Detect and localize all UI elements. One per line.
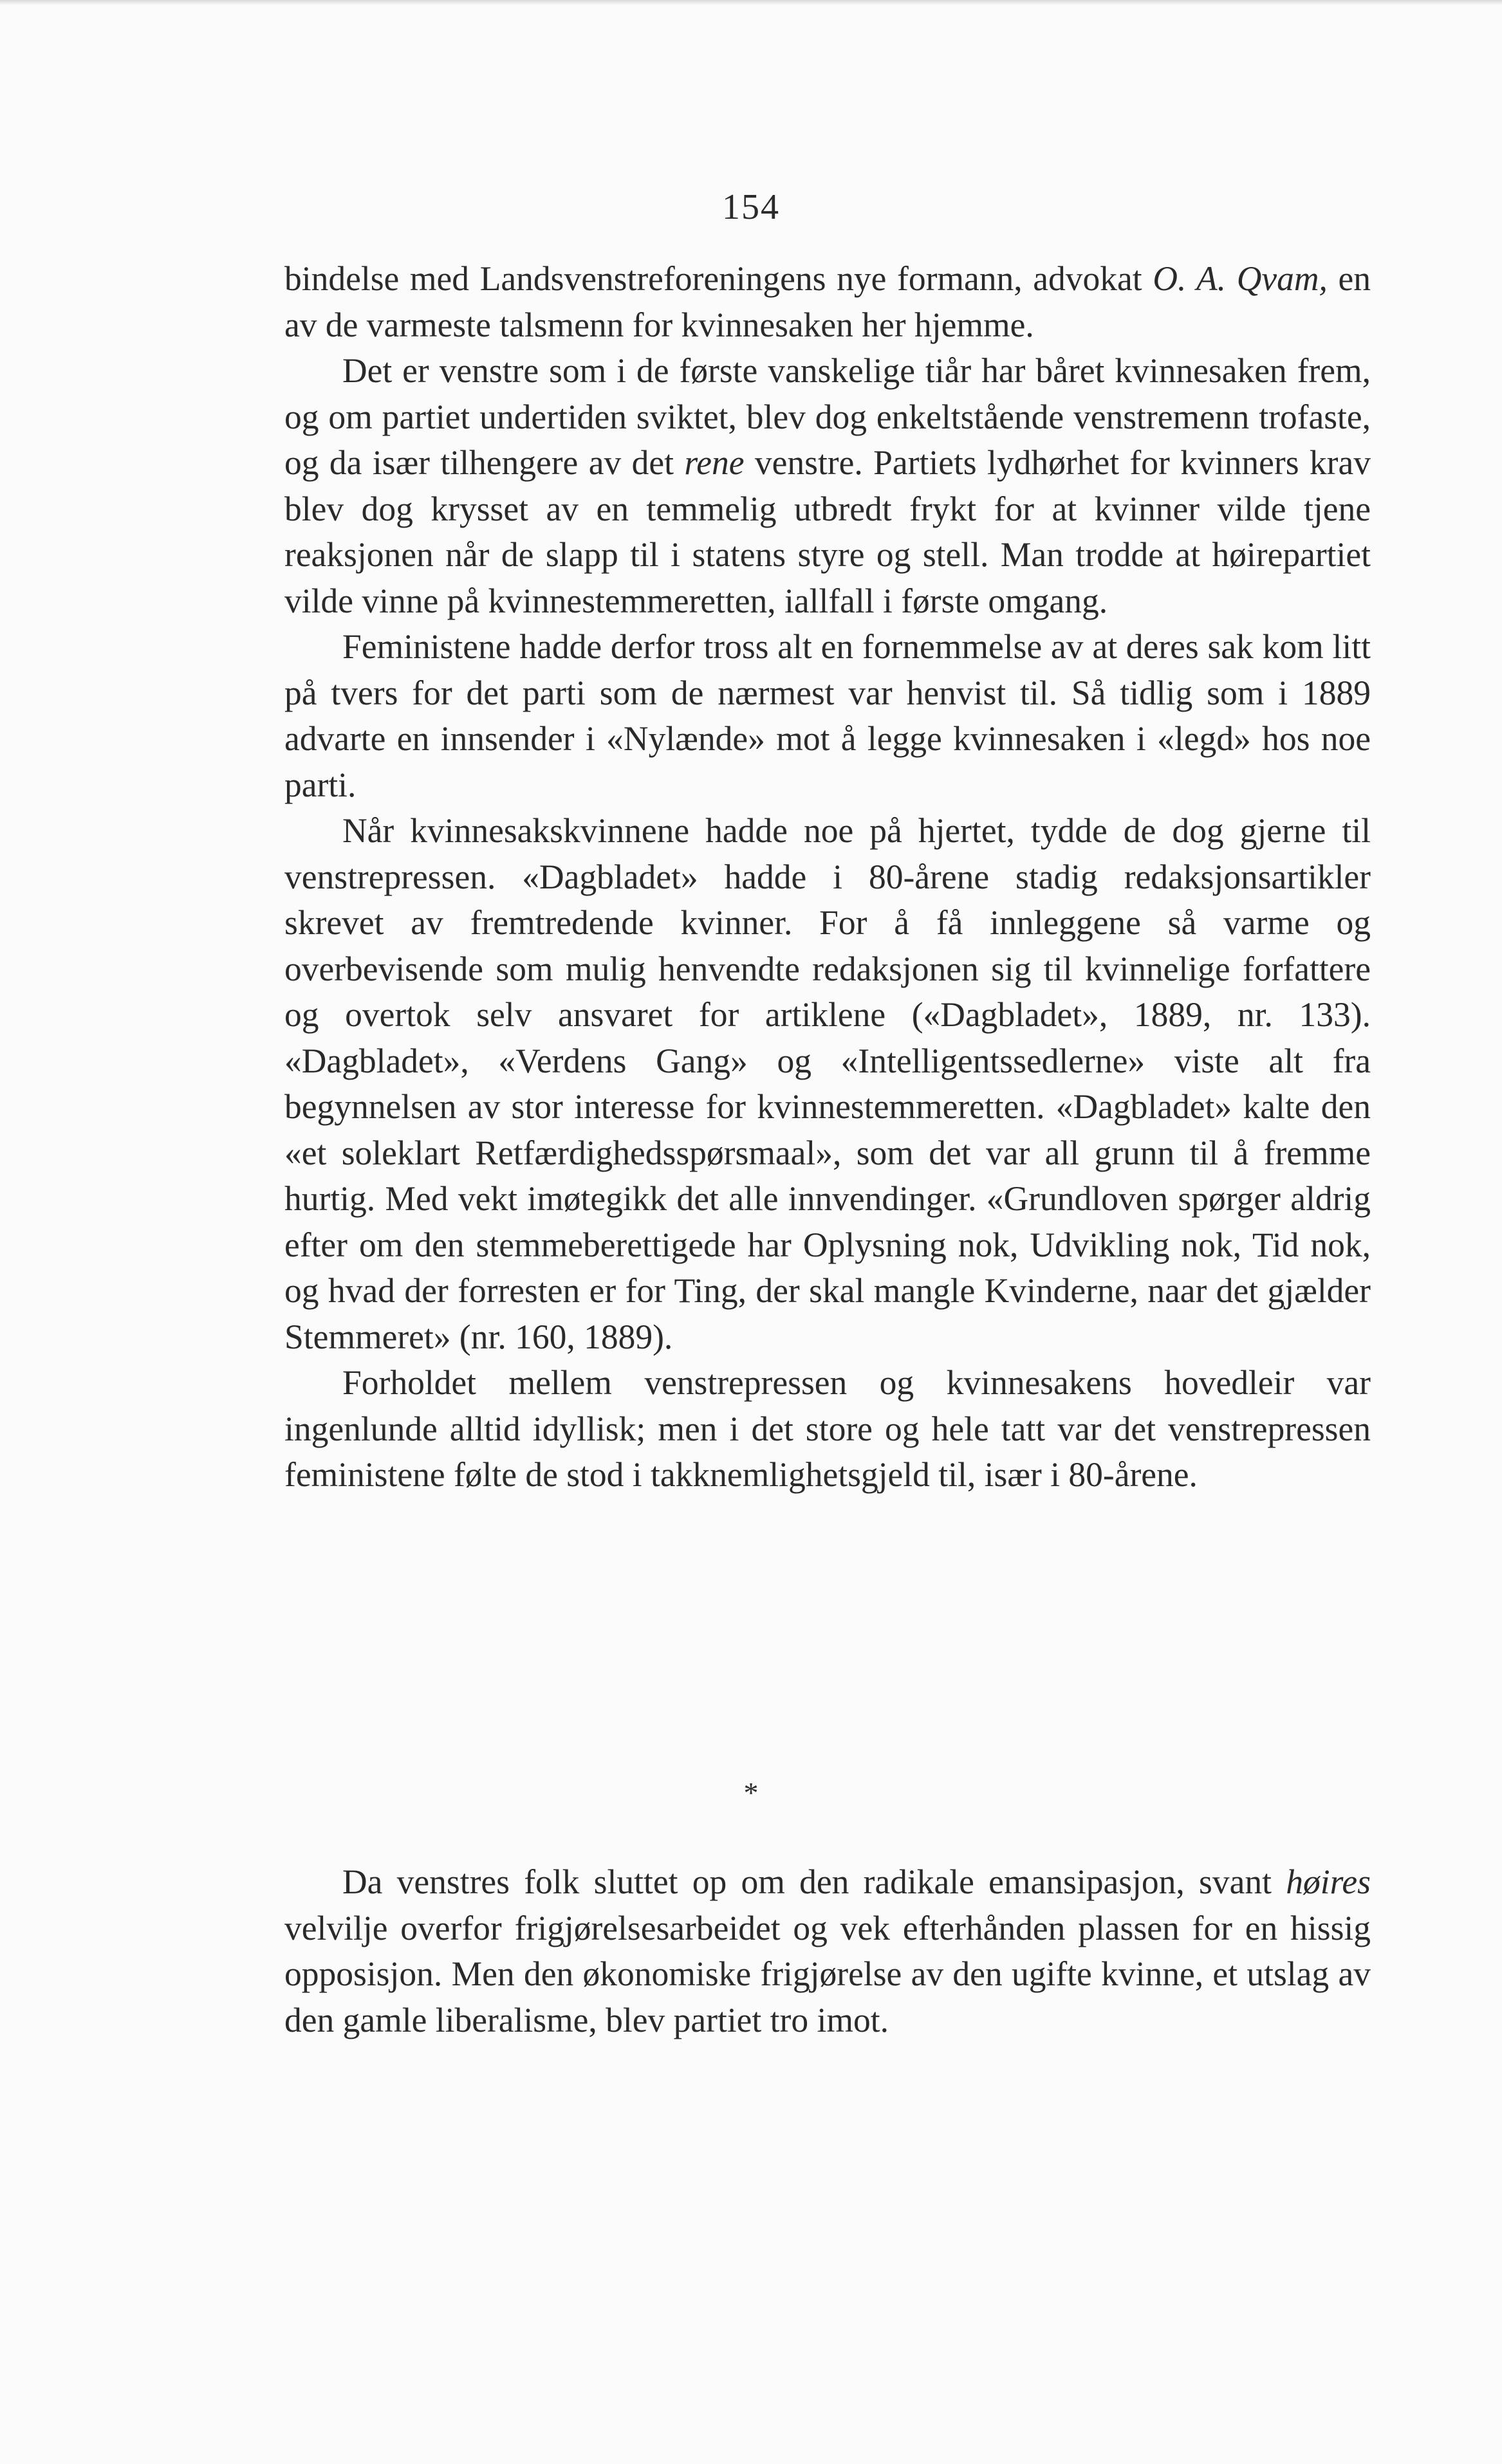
emphasis-hoires: høires xyxy=(1286,1862,1371,1901)
second-text-block xyxy=(284,1859,1371,2043)
paragraph-6-part-a: Da venstres folk sluttet op om den radikale emansipasjon, svant xyxy=(342,1862,1286,1901)
paragraph-6-part-b: velvilje overfor frigjørelsesarbeidet og vek efterhånden plassen for en hissig opposisjon. Men den økonomiske frigjørelse av den ugifte kvinne, et utslag av den gamle liberalisme, blev partiet tro imot. xyxy=(284,1908,1371,2039)
page-top-edge xyxy=(0,0,1502,5)
paragraph-1-part-a: bindelse med Landsvenstreforeningens nye formann, advokat xyxy=(284,259,1153,298)
paragraph-continuation xyxy=(284,256,1371,348)
paragraph-2-part-b: venstre. Partiets lydhørhet for kvinners krav blev dog krysset av en temmelig utbredt frykt for at kvinner vilde tjene reaksjonen når de slapp til i statens styre og stell. Man trodde at høirepartiet vilde vinne på kvinnestemmeretten, iallfall i første omgang. xyxy=(284,443,1371,620)
paragraph-1-part-b: en av de varmeste talsmenn for kvinnesaken her hjemme. xyxy=(284,259,1371,344)
main-text-block xyxy=(284,256,1371,1498)
paragraph-2-part-a: Det er venstre som i de første vanskelige tiår har båret kvinnesaken frem, og om partiet undertiden sviktet, blev dog enkeltstående venstremenn trofaste, og da især tilhengere av det xyxy=(284,351,1371,482)
name-qvam: O. A. Qvam, xyxy=(1153,259,1328,298)
paragraph-venstrepressen: Når kvinnesakskvinnene hadde noe på hjertet, tydde de dog gjerne til venstrepressen. «Dagbladet» hadde i 80-årene stadig redaksjonsartikler skrevet av fremtredende kvinner. For å få innleggene så varme og overbevisende som mulig henvendte redaksjonen sig til kvinnelige forfattere og overtok selv ansvaret for artiklene («Dagbladet», 1889, nr. 133). «Dagbladet», «Verdens Gang» og «Intelligentssedlerne» viste alt fra begynnelsen av stor interesse for kvinnestemmeretten. «Dagbladet» kalte den «et soleklart Retfærdighedsspørsmaal», som det var all grunn til å fremme hurtig. Med vekt imøtegikk det alle innvendinger. «Grundloven spørger aldrig efter om den stemmeberettigede har Oplysning nok, Udvikling nok, Tid nok, og hvad der forresten er for Ting, der skal mangle Kvinderne, naar det gjælder Stemmeret» (nr. 160, 1889). xyxy=(284,811,1371,1356)
emphasis-rene: rene xyxy=(684,443,745,482)
paragraph-hoire xyxy=(284,1859,1371,2043)
paragraph-feministene: Feministene hadde derfor tross alt en fornemmelse av at deres sak kom litt på tvers for det parti som de nærmest var henvist til. Så tidlig som i 1889 advarte en innsender i «Nylænde» mot å legge kvinnesaken i «legd» hos noe parti. xyxy=(284,627,1371,804)
paragraph-forholdet: Forholdet mellem venstrepressen og kvinnesakens hovedleir var ingenlunde alltid idyllisk; men i det store og hele tatt var det venstrepressen feministene følte de stod i takknemlighetsgjeld til, især i 80-årene. xyxy=(284,1363,1371,1494)
paragraph-venstre xyxy=(284,348,1371,624)
page-number: 154 xyxy=(722,187,780,227)
section-divider-asterisk: * xyxy=(743,1776,759,1809)
